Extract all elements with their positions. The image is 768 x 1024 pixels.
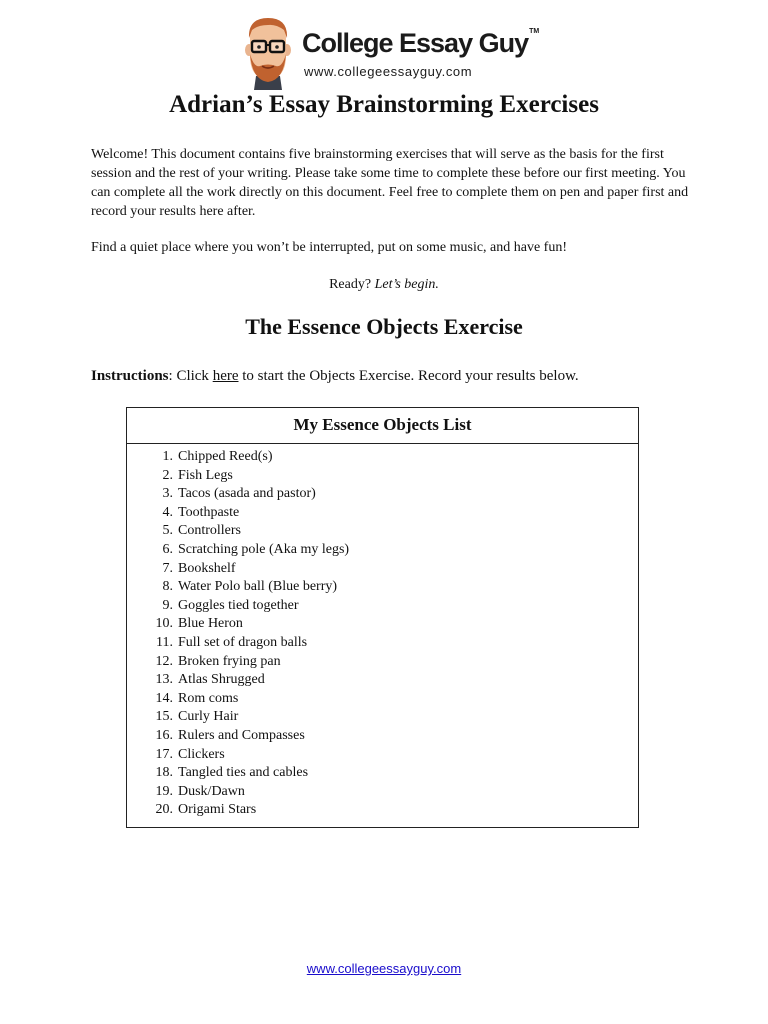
list-item	[127, 522, 638, 541]
list-item	[127, 597, 638, 616]
list-item-number: 11.	[156, 634, 173, 650]
list-item	[127, 578, 638, 597]
objects-list-table	[126, 407, 639, 828]
trademark-mark: TM	[529, 28, 540, 35]
list-item-number: 2.	[162, 467, 173, 483]
list-item-text: Fish Legs	[178, 467, 233, 483]
objects-list	[127, 444, 638, 820]
list-item-number: 17.	[155, 746, 173, 762]
list-item-number: 6.	[162, 541, 173, 557]
intro-paragraph-2: Find a quiet place where you won’t be interrupted, put on some music, and have fun!	[91, 240, 568, 255]
list-item-text: Broken frying pan	[178, 653, 281, 669]
instructions-label: Instructions	[91, 368, 169, 384]
list-item-text: Bookshelf	[178, 560, 236, 576]
list-item	[127, 671, 638, 690]
list-item-number: 16.	[155, 727, 173, 743]
list-item-number: 12.	[155, 653, 173, 669]
list-item-text: Rulers and Compasses	[178, 727, 305, 743]
list-item	[127, 541, 638, 560]
list-item-text: Water Polo ball (Blue berry)	[178, 579, 338, 595]
list-item	[127, 615, 638, 634]
list-item-text: Dusk/Dawn	[178, 783, 245, 799]
list-item	[127, 746, 638, 765]
list-item-text: Tacos (asada and pastor)	[178, 486, 316, 502]
list-item-text: Scratching pole (Aka my legs)	[178, 541, 350, 557]
list-item	[127, 727, 638, 746]
brand-logo	[240, 16, 540, 90]
list-item-number: 8.	[162, 579, 173, 595]
list-item-text: Rom coms	[178, 690, 239, 706]
ready-line: Ready? Let’s begin.	[329, 277, 439, 292]
list-item-number: 18.	[155, 765, 173, 781]
list-item	[127, 485, 638, 504]
list-item-number: 13.	[155, 672, 173, 688]
list-item	[127, 467, 638, 486]
list-item-number: 15.	[155, 709, 173, 725]
list-item-number: 10.	[155, 616, 173, 632]
list-item-number: 9.	[162, 597, 173, 613]
list-item-number: 1.	[162, 449, 173, 464]
list-item-text: Origami Stars	[178, 802, 257, 818]
list-item	[127, 653, 638, 672]
list-item-number: 4.	[162, 504, 173, 520]
list-item	[127, 764, 638, 783]
list-item	[127, 708, 638, 727]
list-item	[127, 801, 638, 820]
ready-emphasis: Let’s begin.	[374, 277, 439, 292]
list-item-number: 14.	[155, 690, 173, 706]
list-item	[127, 783, 638, 802]
list-item-text: Clickers	[178, 746, 225, 762]
list-item	[127, 448, 638, 467]
list-item-number: 5.	[162, 523, 173, 539]
objects-list-header: My Essence Objects List	[127, 408, 638, 444]
brand-url: www.collegeessayguy.com	[304, 64, 473, 79]
footer-website-link[interactable]: www.collegeessayguy.com	[306, 961, 462, 976]
list-item-text: Controllers	[178, 523, 241, 539]
instructions: Instructions: Click here to start the Objects Exercise. Record your results below.	[91, 368, 579, 384]
list-item-number: 20.	[155, 802, 173, 818]
list-item-text: Chipped Reed(s)	[178, 449, 273, 464]
list-item-text: Curly Hair	[178, 709, 239, 725]
avatar-icon	[240, 16, 296, 90]
brand-name: College Essay Guy™	[302, 28, 540, 58]
list-item-text: Full set of dragon balls	[178, 634, 308, 650]
intro-paragraph: Welcome! This document contains five brainstorming exercises that will serve as the basis for the first session and the rest of your writing. Please take some time to complete these before our first meeting. You can complete all the work directly on this document. Feel free to complete them on pen and paper first and record your results here after.	[91, 147, 689, 219]
list-item-text: Toothpaste	[178, 504, 240, 520]
list-item	[127, 690, 638, 709]
list-item-number: 3.	[162, 486, 173, 502]
list-item-text: Goggles tied together	[178, 597, 299, 613]
list-item	[127, 504, 638, 523]
here-link[interactable]: here	[212, 368, 239, 384]
list-item-number: 7.	[162, 560, 173, 576]
list-item-text: Tangled ties and cables	[178, 765, 309, 781]
list-item-number: 19.	[155, 783, 173, 799]
list-item	[127, 560, 638, 579]
document-title: Adrian’s Essay Brainstorming Exercises	[169, 91, 599, 118]
section-title: The Essence Objects Exercise	[245, 314, 523, 339]
list-item-text: Atlas Shrugged	[178, 672, 265, 688]
list-item-text: Blue Heron	[178, 616, 243, 632]
list-item	[127, 634, 638, 653]
